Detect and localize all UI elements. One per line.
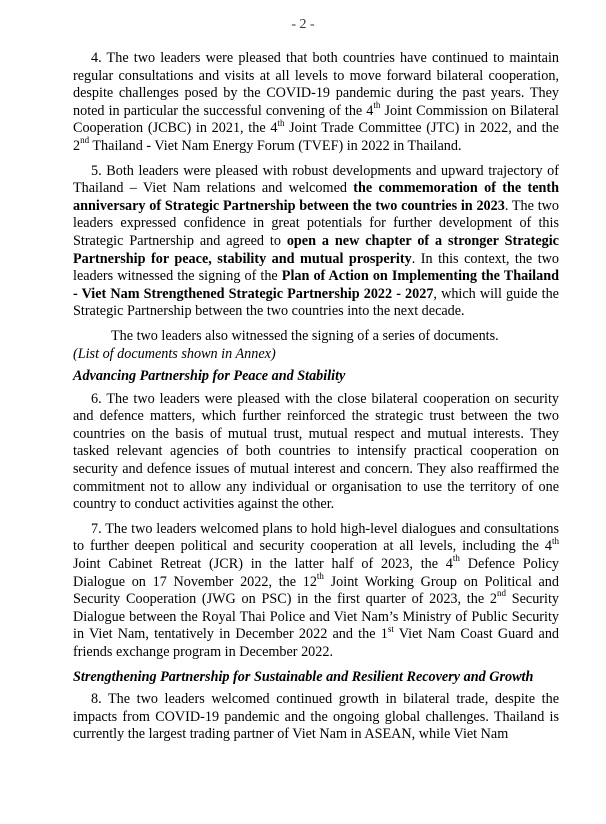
p4-text-2: Joint Commission on Bilateral Cooperation (JCBC) in 2021, the 4 (73, 102, 559, 137)
p4-ordinal-3: nd (80, 135, 90, 146)
p4-text-4: Thailand - Viet Nam Energy Forum (TVEF) in 2022 in Thailand. (89, 137, 462, 154)
p7-ordinal-2: th (452, 553, 460, 564)
paragraph-documents-signing: The two leaders also witnessed the signing of a series of documents. (111, 327, 499, 344)
p7-text-1: 7. The two leaders welcomed plans to hold high-level dialogues and consultations to further deepen political and security cooperation at all levels, including the 4 (73, 520, 559, 555)
p7-ordinal-3: th (316, 570, 324, 581)
p7-ordinal-1: th (551, 535, 559, 546)
p5-text-1: 5. Both leaders were pleased with robust developments and upward trajectory of Thailand – Viet Nam relations and welcomed (73, 162, 559, 197)
p7-ordinal-5: st (387, 623, 394, 634)
paragraph-6: 6. The two leaders were pleased with the close bilateral cooperation on security and defence matters, which further reinforced the strategic trust between the two countries on the basis of mutual trust, mutual respect and mutual interests. They tasked relevant agencies of both countries to intensify practical cooperation on security and defence issues of mutual interest and concern. They also reaffirmed the commitment not to allow any individual or organisation to use the territory of one country to conduct activities against the other. (73, 390, 559, 513)
p7-text-5: Security Dialogue between the Royal Thai Police and Viet Nam’s Ministry of Public Security in Viet Nam, tentatively in December 2022 and the 1 (73, 591, 560, 643)
section-heading-recovery-growth: Strengthening Partnership for Sustainable and Resilient Recovery and Growth (73, 668, 534, 685)
p4-ordinal-2: th (277, 117, 285, 128)
p5-text-2: . The two leaders expressed confidence in great potentials for further development of this Strategic Partnership and agreed to (73, 197, 559, 249)
p5-bold-1: the commemoration of the tenth anniversary of Strategic Partnership between the two countries in 2023 (73, 180, 559, 214)
p7-text-6: Viet Nam Coast Guard and friends exchange program in December 2022. (73, 626, 560, 660)
paragraph-5 (73, 163, 559, 321)
p7-ordinal-4: nd (496, 588, 506, 599)
page-number: - 2 - (291, 17, 315, 32)
p5-text-3: . In this context, the two leaders witnessed the signing of the (73, 250, 559, 285)
p7-text-4: Joint Working Group on Political and Security Cooperation (JWG on PSC) in the first quarter of 2023, the 2 (73, 573, 559, 608)
p7-text-2: Joint Cabinet Retreat (JCR) in the latter half of 2023, the 4 (73, 556, 453, 573)
p5-text-4: , which will guide the Strategic Partnership between the two countries into the next decade. (73, 285, 559, 320)
p4-ordinal-1: th (373, 100, 381, 111)
paragraph-7 (73, 521, 559, 662)
p7-text-3: Defence Policy Dialogue on 17 November 2022, the 12 (73, 556, 559, 590)
p4-text-1: 4. The two leaders were pleased that both countries have continued to maintain regular consultations and visits at all levels to move forward bilateral cooperation, despite challenges posed by the COVID-19 pandemic during the past years. They noted in particular the successful convening of the 4 (73, 50, 559, 119)
paragraph-8: 8. The two leaders welcomed continued growth in bilateral trade, despite the impacts from COVID-19 pandemic and the ongoing global challenges. Thailand is currently the largest trading partner of Viet Nam in ASEAN, while Viet Nam (73, 691, 559, 743)
p5-bold-2: open a new chapter of a stronger Strategic Partnership for peace, stability and mutual prosperity (73, 232, 559, 267)
annex-note: (List of documents shown in Annex) (73, 345, 276, 362)
section-heading-peace-stability: Advancing Partnership for Peace and Stability (73, 368, 346, 385)
p5-bold-3: Plan of Action on Implementing the Thailand - Viet Nam Strengthened Strategic Partnership 2022 - 2027 (73, 268, 559, 302)
document-body (73, 50, 559, 751)
p4-text-3: Joint Trade Committee (JTC) in 2022, and the 2 (73, 120, 559, 154)
paragraph-4 (73, 50, 559, 156)
